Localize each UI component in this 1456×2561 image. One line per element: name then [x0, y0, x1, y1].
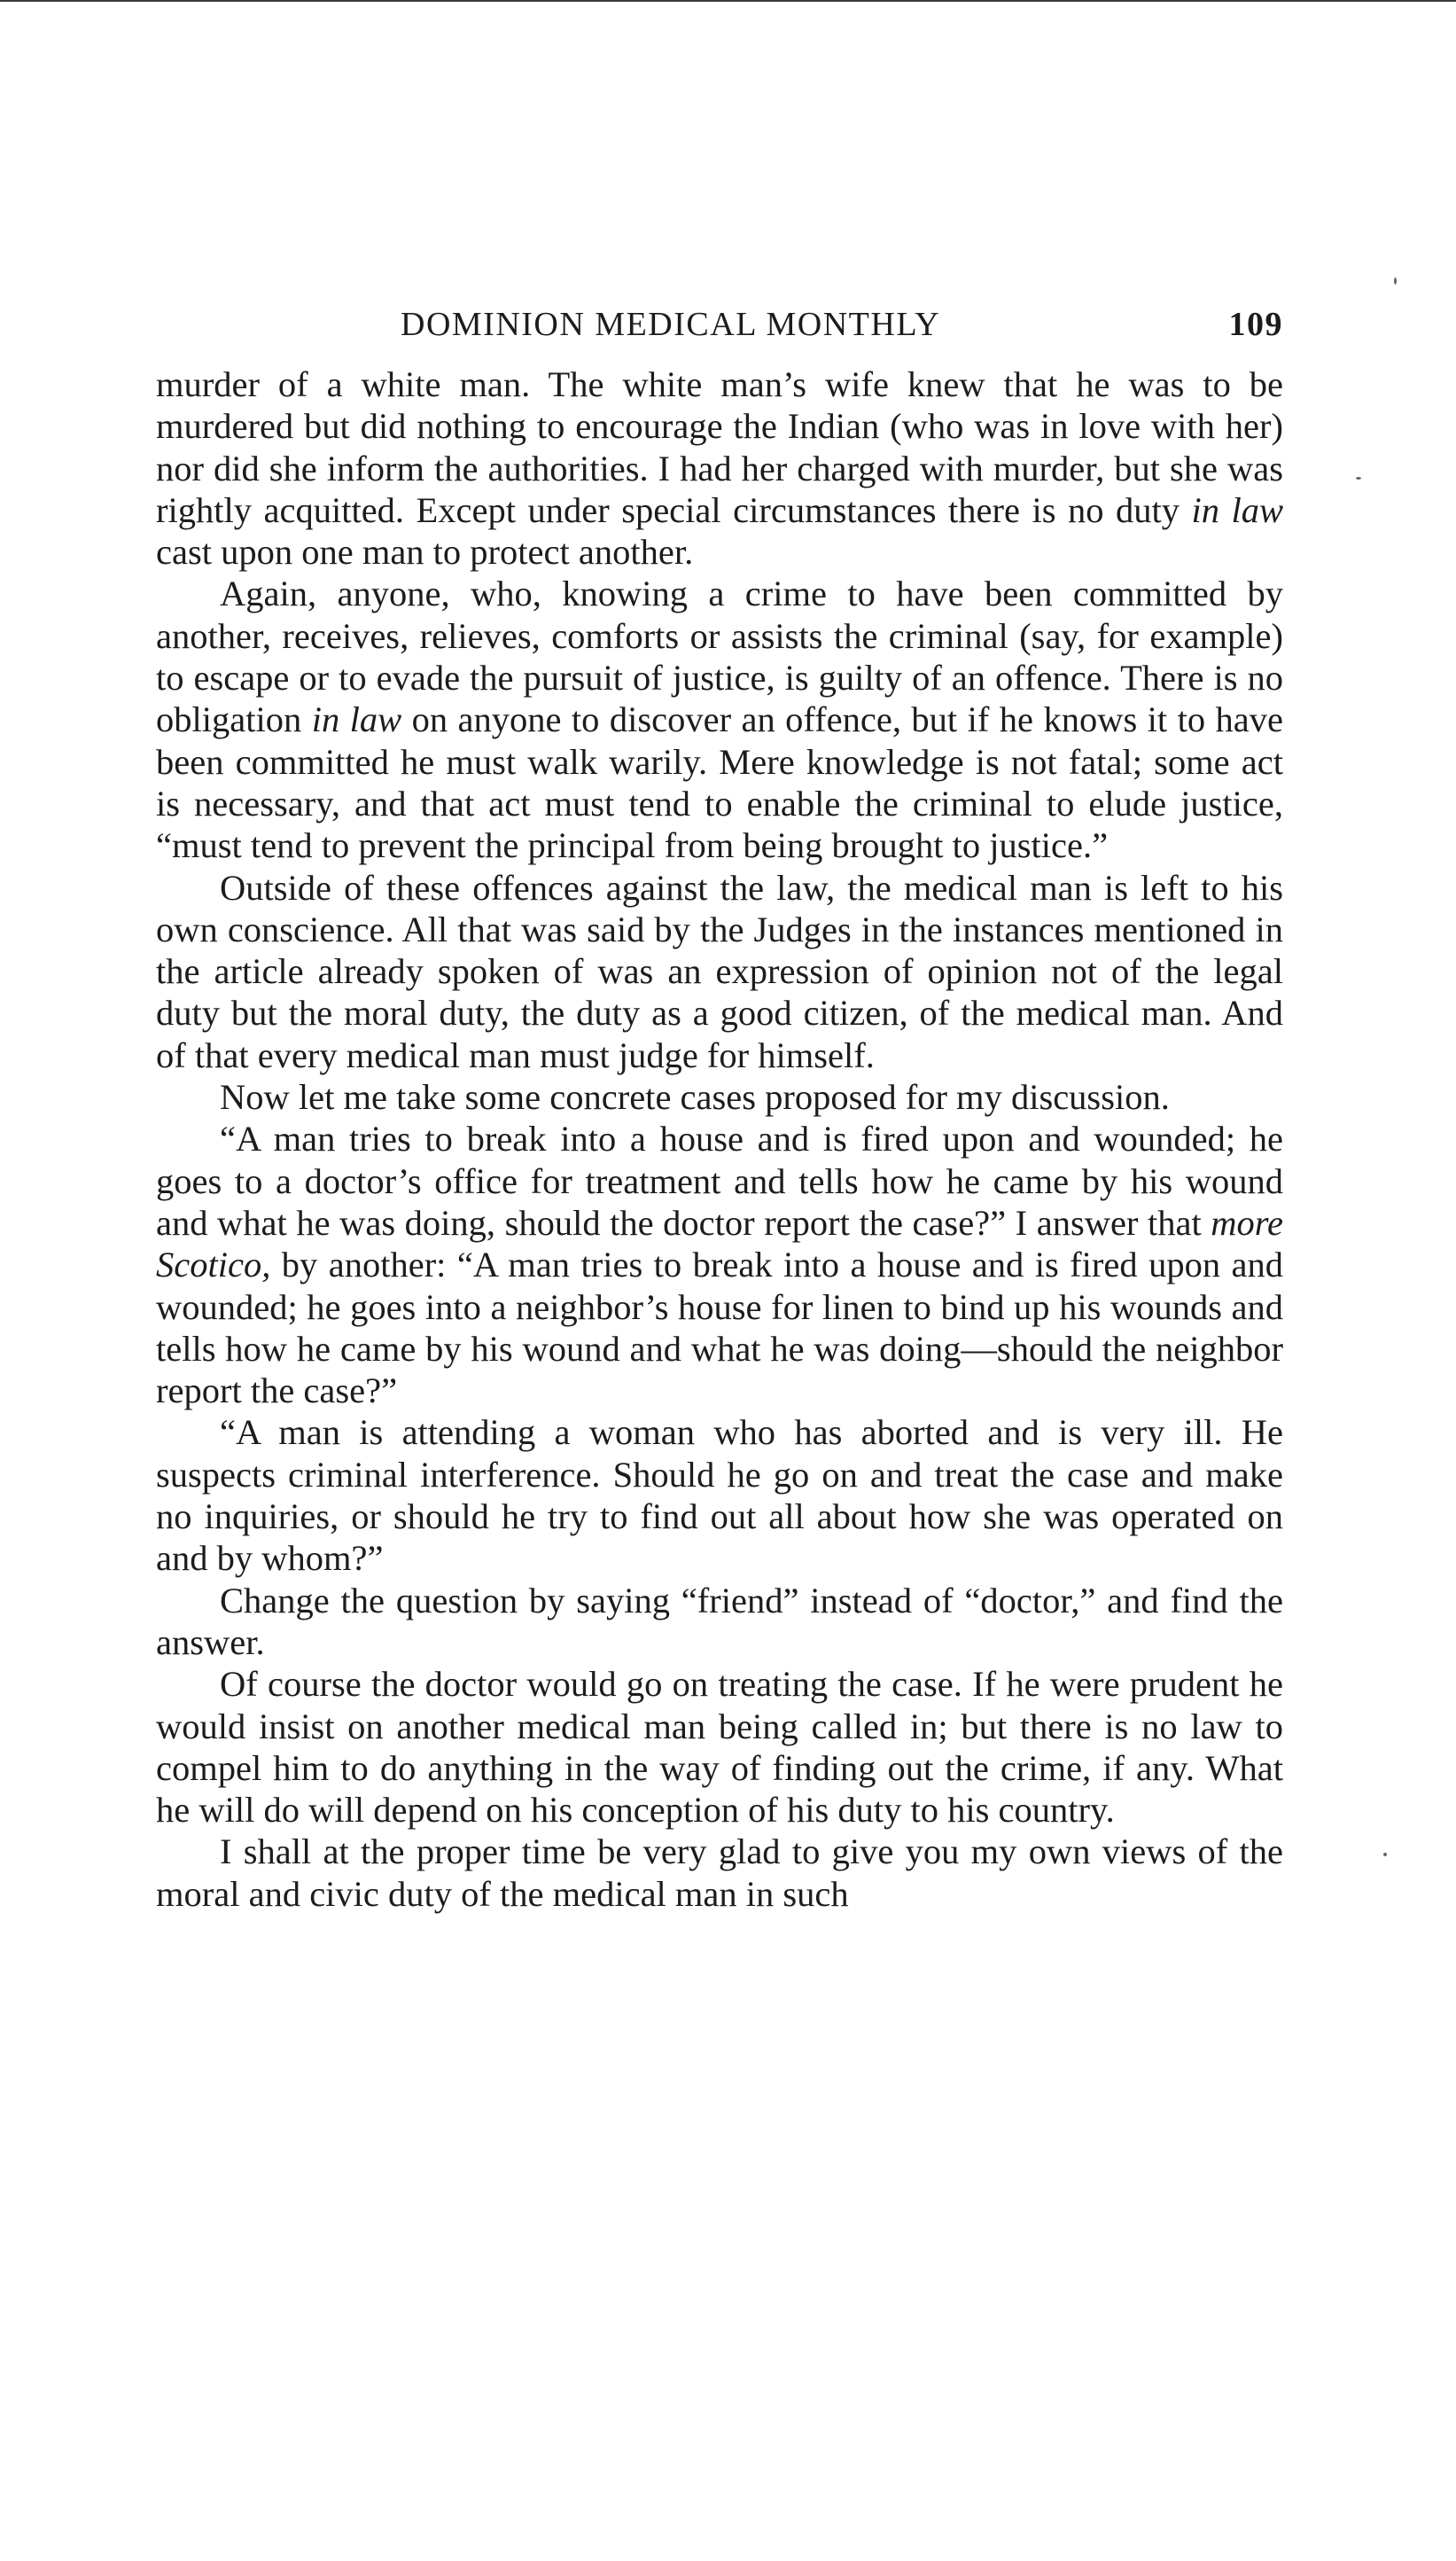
text-run: Again, anyone, who, knowing a crime to have been committed by another, receives, relieves, comforts or assists the criminal (say, for example) to escape or to evade the pursuit of justice, is guilty of an offence. There is no obligation	[156, 574, 1283, 740]
paragraph	[156, 1663, 1283, 1831]
text-run: by another: “A man tries to break into a house and is fired upon and wounded; he goes into a neighbor’s house for linen to bind up his wounds and tells how he came by his wound and what he was doing—should the neighbor report the case?”	[156, 1245, 1283, 1411]
paragraph	[156, 1831, 1283, 1915]
text-run: on anyone to discover an offence, but if he knows it to have been committed he must walk warily. Mere knowledge is not fatal; some act is necessary, and that act must tend to enable the criminal to elude justice, “must tend to prevent the principal from being brought to justice.”	[156, 699, 1283, 866]
text-run: “A man is attending a woman who has aborted and is very ill. He suspects criminal interference. Should he go on and treat the case and make no inquiries, or should he try to find out all about how she was operated on and by whom?”	[156, 1412, 1283, 1579]
paragraph	[156, 867, 1283, 1076]
scan-speck	[1356, 477, 1361, 480]
text-run: Outside of these offences against the law, the medical man is left to his own conscience. All that was said by the Judges in the instances mentioned in the article already spoken of was an expression of opinion not of the legal duty but the moral duty, the duty as a good citizen, of the medical man. And of that every medical man must judge for himself.	[156, 867, 1283, 1075]
journal-title: DOMINION MEDICAL MONTHLY	[401, 306, 941, 343]
italic-text-run: in law	[1191, 489, 1283, 530]
text-run: murder of a white man. The white man’s wife knew that he was to be murdered but did nothing to encourage the Indian (who was in love with her) nor did she inform the authorities. I had her charged with murder, but she was rightly acquitted. Except under special circumstances there is no duty	[156, 364, 1283, 530]
text-run: Now let me take some concrete cases proposed for my discussion.	[220, 1077, 1170, 1118]
italic-text-run: more Scotico,	[156, 1202, 1283, 1285]
document-page	[156, 293, 1283, 1915]
paragraph	[156, 1118, 1283, 1411]
text-run: “A man tries to break into a house and is fired upon and wounded; he goes to a doctor’s office for treatment and tells how he came by his wound and what he was doing, should the doctor report the case?” I answer that	[156, 1119, 1283, 1243]
page-number: 109	[1228, 306, 1283, 343]
article-body	[156, 363, 1283, 1915]
scan-speck	[1383, 1853, 1387, 1856]
paragraph	[156, 1076, 1283, 1118]
scan-speck	[1394, 277, 1397, 285]
italic-text-run: in law	[311, 699, 402, 740]
running-header	[156, 293, 1283, 346]
text-run: Of course the doctor would go on treating the case. If he were prudent he would insist on another medical man being called in; but there is no law to compel him to do anything in the way of finding out the crime, if any. What he will do will depend on his conception of his duty to his country.	[156, 1664, 1283, 1831]
text-run: I shall at the proper time be very glad to give you my own views of the moral and civic duty of the medical man in such	[156, 1831, 1283, 1914]
paragraph	[156, 363, 1283, 573]
text-run: Change the question by saying “friend” instead of “doctor,” and find the answer.	[156, 1580, 1283, 1662]
paragraph	[156, 573, 1283, 866]
text-run: cast upon one man to protect another.	[156, 532, 694, 573]
paragraph	[156, 1411, 1283, 1579]
paragraph	[156, 1580, 1283, 1664]
page-edge-line	[0, 0, 1456, 2]
